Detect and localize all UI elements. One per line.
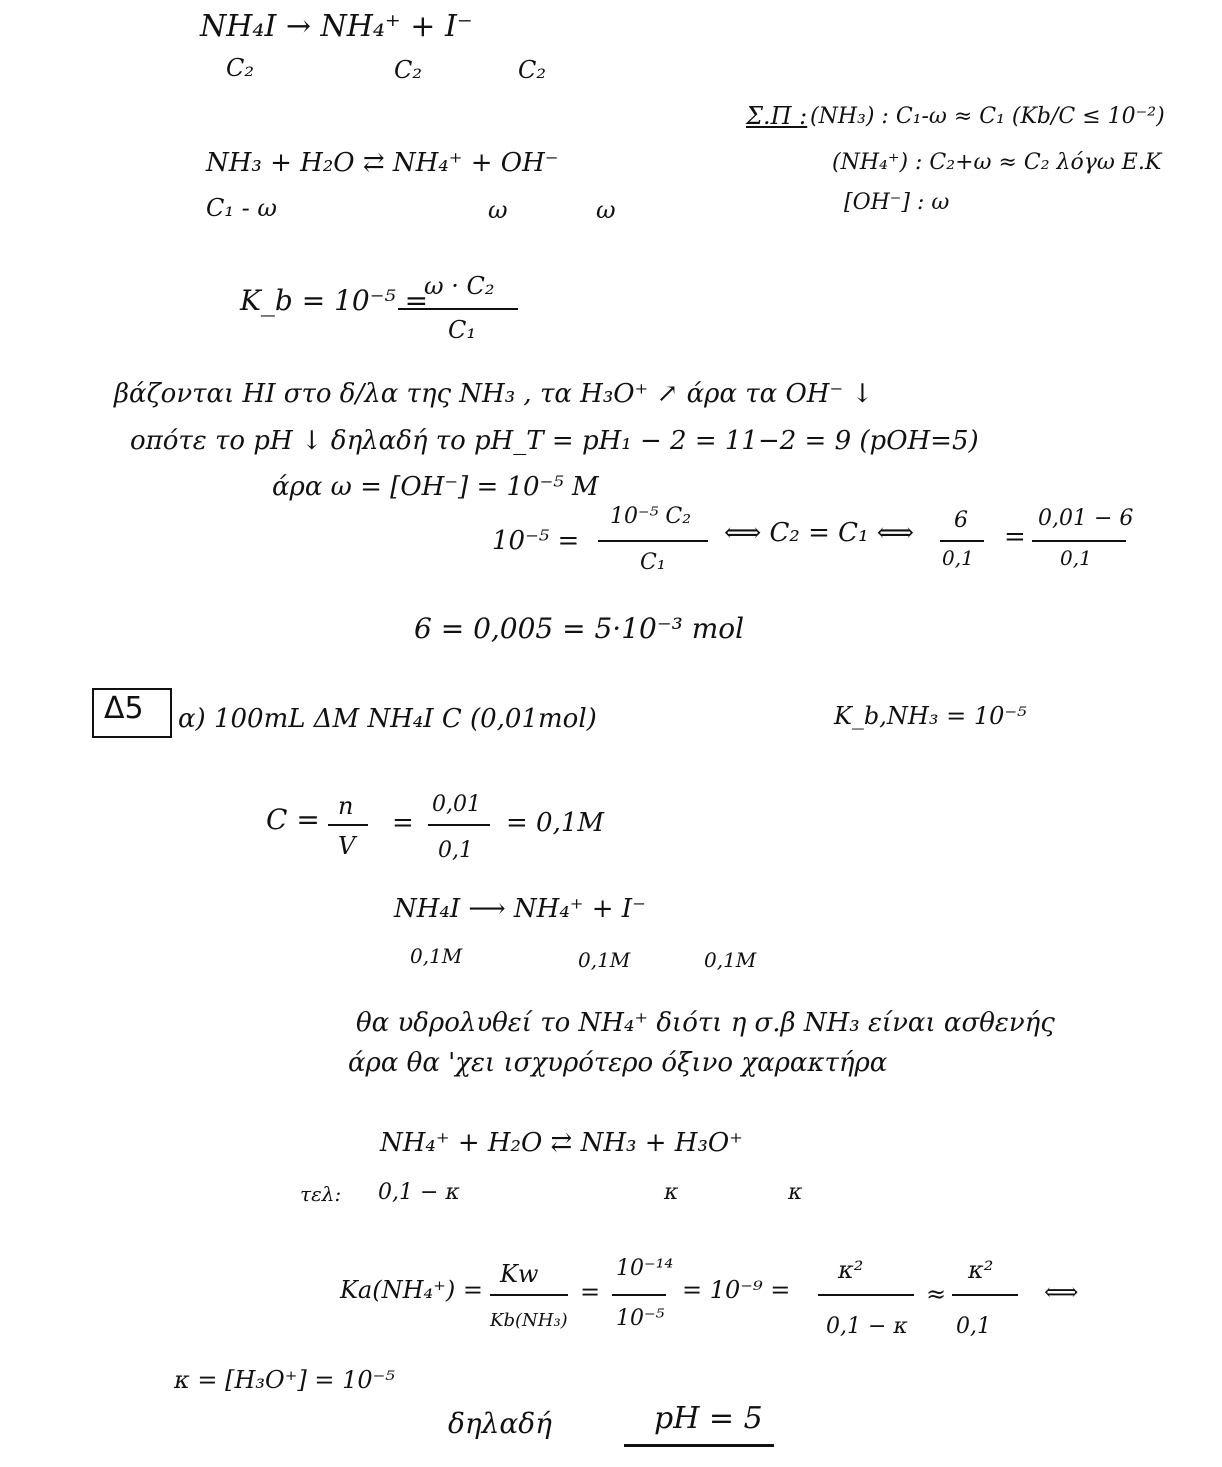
fraction-numerator: 10⁻¹⁴ [616, 1256, 674, 1281]
conc-label: C₂ [394, 56, 422, 84]
final-label: τελ: [300, 1182, 342, 1206]
text-line: οπότε το pH ↓ δηλαδή το pH_T = pH₁ − 2 = 11−2 = 9 (pOH=5) [130, 426, 979, 456]
iff-sign: ⟺ [1044, 1278, 1079, 1306]
fraction-denominator: 10⁻⁵ [616, 1306, 665, 1331]
conc-label: C₁ - ω [206, 194, 277, 222]
text-line: βάζονται HI στο δ/λα της NH₃ , τα H₃O⁺ ↗ άρα τα OH⁻ ↓ [114, 379, 874, 409]
fraction-numerator: 0,01 − 6 [1038, 506, 1134, 531]
text-line: άρα ω = [OH⁻] = 10⁻⁵ M [272, 472, 599, 502]
conc-label: 0,1 − κ [378, 1180, 460, 1205]
fraction-bar [940, 540, 984, 542]
conc-label: ω [596, 196, 616, 224]
dissociation-equation: NH₄I ⟶ NH₄⁺ + I⁻ [394, 894, 646, 924]
fraction-numerator: κ² [838, 1256, 864, 1284]
equation-result: = 0,1M [506, 808, 605, 838]
ionization-equation-nh3: NH₃ + H₂O ⇄ NH₄⁺ + OH⁻ [206, 148, 559, 178]
equals-sign: = [392, 808, 414, 838]
fraction-bar [398, 308, 518, 310]
dissociation-equation-nh4i: NH₄I → NH₄⁺ + I⁻ [200, 9, 473, 44]
note-line-nh4: (NH₄⁺) : C₂+ω ≈ C₂ λόγω Ε.Κ [832, 150, 1162, 175]
result-line: 6 = 0,005 = 5·10⁻³ mol [414, 612, 745, 645]
kappa-result: κ = [H₃O⁺] = 10⁻⁵ [174, 1366, 395, 1394]
fraction-denominator: 0,1 [942, 546, 974, 570]
fraction-numerator: 10⁻⁵ C₂ [610, 504, 692, 529]
equals-sign: = [580, 1278, 601, 1306]
fraction-denominator: 0,1 [1060, 546, 1092, 570]
fraction-denominator: Kb(NH₃) [490, 1310, 568, 1331]
equation-middle: ⟺ C₂ = C₁ ⟺ [724, 518, 915, 548]
kb-value: K_b,NH₃ = 10⁻⁵ [834, 702, 1027, 730]
text-line: άρα θα 'χει ισχυρότερο όξινο χαρακτήρα [348, 1048, 888, 1078]
note-line-oh: [OH⁻] : ω [844, 190, 950, 215]
fraction-numerator: 6 [954, 508, 968, 533]
fraction-bar [490, 1294, 568, 1296]
fraction-denominator: C₁ [640, 550, 666, 575]
fraction-numerator: Kw [500, 1260, 539, 1288]
fraction-bar [328, 824, 368, 826]
approx-sign: ≈ [926, 1280, 947, 1308]
final-underline [624, 1444, 774, 1447]
conc-label: 0,1M [578, 948, 631, 972]
fraction-bar [612, 1294, 666, 1296]
final-ph: pH = 5 [654, 1401, 763, 1436]
conc-label: C₂ [518, 56, 546, 84]
equals-value: = 10⁻⁹ = [682, 1276, 791, 1304]
equals-sign: = [1004, 522, 1026, 552]
equation-lhs: 10⁻⁵ = [492, 526, 580, 556]
fraction-numerator: ω · C₂ [424, 272, 495, 300]
fraction-numerator: n [338, 792, 354, 820]
fraction-denominator: 0,1 [956, 1314, 991, 1339]
conc-label: 0,1M [704, 948, 757, 972]
equation-lhs: C = [266, 803, 320, 836]
conc-label: 0,1M [410, 944, 463, 968]
fraction-denominator: C₁ [448, 316, 476, 344]
fraction-bar [818, 1294, 914, 1296]
kb-expression: K_b = 10⁻⁵ = [240, 284, 429, 317]
conc-label: κ [788, 1180, 803, 1205]
conc-label: C₂ [226, 54, 254, 82]
fraction-bar [1032, 540, 1126, 542]
fraction-bar [428, 824, 490, 826]
fraction-denominator: 0,1 − κ [826, 1314, 908, 1339]
text-line: θα υδρολυθεί το NH₄⁺ διότι η σ.β NH₃ είναι ασθενής [356, 1008, 1055, 1038]
note-label: Σ.Π : [746, 102, 808, 130]
hydrolysis-equation: NH₄⁺ + H₂O ⇄ NH₃ + H₃O⁺ [380, 1128, 743, 1158]
conc-label: κ [664, 1180, 679, 1205]
fraction-bar [952, 1294, 1018, 1296]
fraction-denominator: 0,1 [438, 838, 473, 863]
ka-lhs: Ka(NH₄⁺) = [340, 1276, 483, 1304]
fraction-numerator: κ² [968, 1256, 994, 1284]
fraction-numerator: 0,01 [432, 792, 481, 817]
question-label: Δ5 [104, 691, 144, 726]
fraction-bar [598, 540, 708, 542]
fraction-denominator: V [338, 832, 356, 860]
final-word: δηλαδή [448, 1407, 552, 1440]
part-a-statement: α) 100mL ΔΜ NH₄I C (0,01mol) [178, 704, 597, 734]
note-line-nh3: (NH₃) : C₁-ω ≈ C₁ (Kb/C ≤ 10⁻²) [810, 104, 1165, 129]
conc-label: ω [488, 196, 508, 224]
